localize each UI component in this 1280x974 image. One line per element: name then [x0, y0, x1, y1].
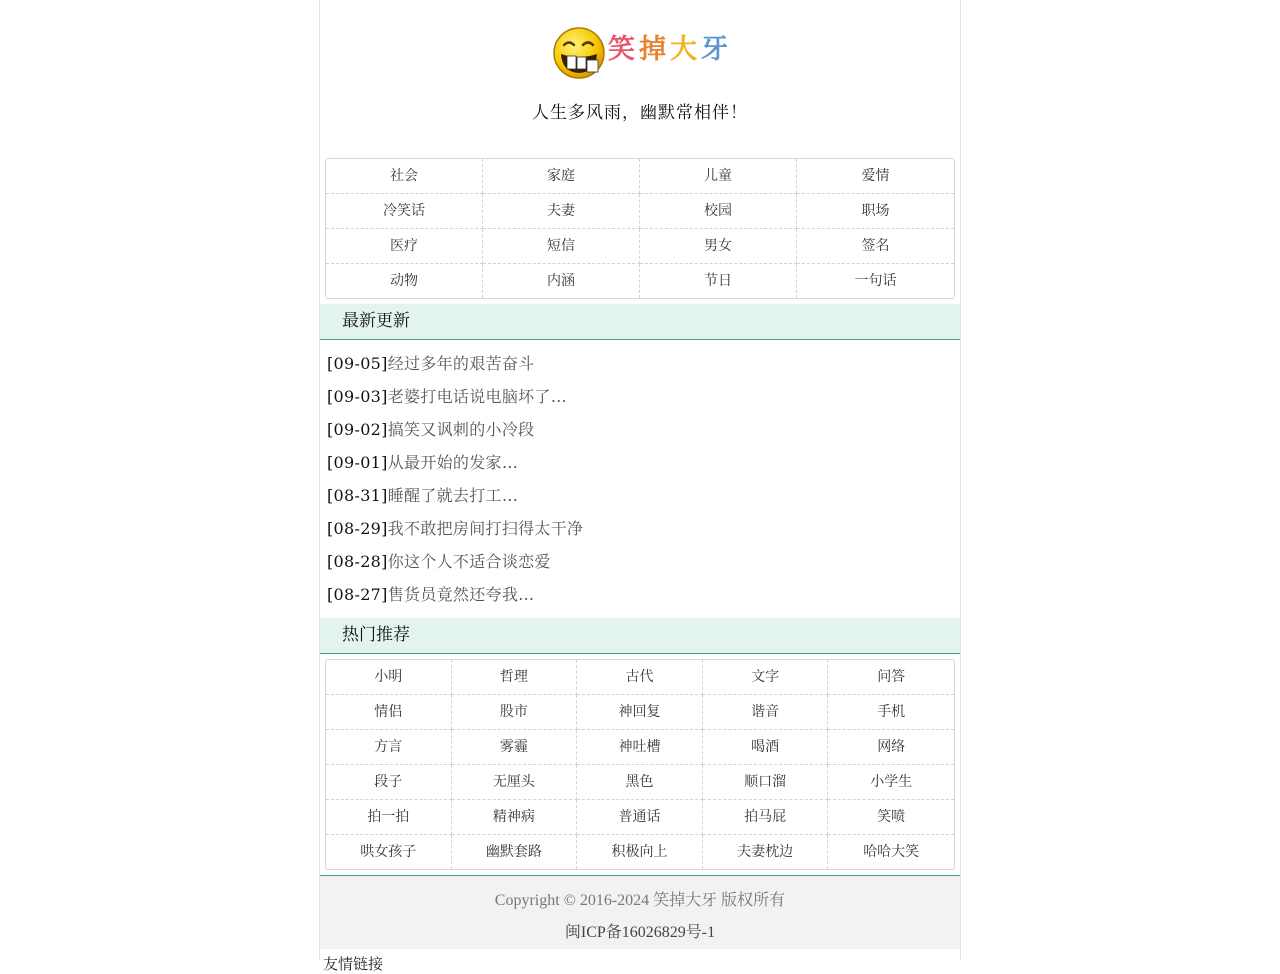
- list-item-date: [09-05]: [327, 354, 388, 373]
- list-item-date: [08-27]: [327, 585, 388, 604]
- hot-tag-link[interactable]: 拍马屁: [703, 800, 829, 835]
- site-header: [320, 0, 960, 150]
- latest-section-header: [320, 304, 960, 340]
- hot-tag-link[interactable]: 普通话: [577, 800, 703, 835]
- site-logo[interactable]: [552, 24, 732, 82]
- list-item[interactable]: [327, 446, 953, 479]
- list-item-title-link[interactable]: 老婆打电话说电脑坏了…: [387, 387, 568, 406]
- copyright-text: Copyright © 2016-2024 笑掉大牙 版权所有: [494, 892, 786, 909]
- latest-section-title: 最新更新: [342, 311, 410, 331]
- hot-tag-link[interactable]: 谐音: [703, 695, 829, 730]
- hot-tag-link[interactable]: 夫妻枕边: [703, 835, 829, 869]
- list-item[interactable]: [327, 413, 953, 446]
- hot-tag-link[interactable]: 哈哈大笑: [863, 844, 920, 860]
- category-link[interactable]: 社会: [326, 159, 483, 194]
- list-item-date: [08-31]: [327, 486, 388, 505]
- category-link[interactable]: 校园: [640, 194, 797, 229]
- hot-tag-link[interactable]: 小明: [326, 660, 452, 695]
- category-link[interactable]: 儿童: [640, 159, 797, 194]
- category-link[interactable]: 职场: [797, 194, 954, 229]
- category-link[interactable]: 动物: [326, 264, 483, 298]
- category-link[interactable]: 爱情: [797, 159, 954, 194]
- logo-char-2: 掉: [639, 34, 666, 65]
- list-item[interactable]: [327, 479, 953, 512]
- site-slogan: 人生多风雨，幽默常相伴！: [532, 103, 748, 123]
- list-item[interactable]: [327, 578, 953, 611]
- list-item-title-link[interactable]: 搞笑又讽刺的小冷段: [387, 420, 535, 439]
- category-link[interactable]: 医疗: [326, 229, 483, 264]
- list-item-date: [09-03]: [327, 387, 388, 406]
- hot-tag-link[interactable]: 哄女孩子: [326, 835, 452, 869]
- hot-tag-link[interactable]: 小学生: [828, 765, 954, 800]
- hot-tag-link[interactable]: 网络: [828, 730, 954, 765]
- icp-link[interactable]: 闽ICP备16026829号-1: [564, 924, 716, 941]
- page-container: [319, 0, 961, 973]
- grinning-face-icon: [552, 26, 606, 80]
- category-link[interactable]: 签名: [797, 229, 954, 264]
- list-item-date: [08-29]: [327, 519, 388, 538]
- hot-tag-link[interactable]: 精神病: [452, 800, 578, 835]
- category-link[interactable]: 男女: [640, 229, 797, 264]
- hot-tag-link[interactable]: 神吐槽: [577, 730, 703, 765]
- category-link[interactable]: 家庭: [483, 159, 640, 194]
- list-item-title-link[interactable]: 你这个人不适合谈恋爱: [387, 552, 551, 571]
- hot-tag-link[interactable]: 幽默套路: [452, 835, 578, 869]
- hot-tag-link[interactable]: 问答: [828, 660, 954, 695]
- hot-tag-link[interactable]: 哲理: [452, 660, 578, 695]
- hot-section-title: 热门推荐: [342, 625, 410, 645]
- list-item-title-link[interactable]: 睡醒了就去打工…: [387, 486, 519, 505]
- hot-tag-link[interactable]: 拍一拍: [326, 800, 452, 835]
- hot-tag-link[interactable]: 顺口溜: [703, 765, 829, 800]
- hot-tag-link[interactable]: 积极向上: [577, 835, 703, 869]
- list-item[interactable]: [327, 347, 953, 380]
- logo-char-3: 大: [670, 34, 697, 65]
- hot-tag-link[interactable]: 黑色: [577, 765, 703, 800]
- hot-tag-link[interactable]: 神回复: [577, 695, 703, 730]
- list-item[interactable]: [327, 380, 953, 413]
- list-item-date: [09-01]: [327, 453, 388, 472]
- list-item[interactable]: [327, 512, 953, 545]
- hot-tag-link[interactable]: 雾霾: [452, 730, 578, 765]
- category-link[interactable]: 节日: [640, 264, 797, 298]
- category-nav-grid: [325, 158, 955, 299]
- hot-tag-link[interactable]: 情侣: [326, 695, 452, 730]
- category-link[interactable]: 冷笑话: [326, 194, 483, 229]
- list-item[interactable]: [327, 545, 953, 578]
- category-link[interactable]: 一句话: [854, 273, 897, 289]
- list-item-title-link[interactable]: 经过多年的艰苦奋斗: [387, 354, 535, 373]
- list-item-title-link[interactable]: 从最开始的发家…: [387, 453, 519, 472]
- hot-tag-link[interactable]: 方言: [326, 730, 452, 765]
- hot-tag-link[interactable]: 股市: [452, 695, 578, 730]
- friend-links-heading: 友情链接: [323, 957, 384, 973]
- hot-tag-link[interactable]: 喝酒: [703, 730, 829, 765]
- category-link[interactable]: 内涵: [483, 264, 640, 298]
- hot-tag-link[interactable]: 文字: [703, 660, 829, 695]
- hot-tag-link[interactable]: 古代: [577, 660, 703, 695]
- latest-list: [327, 347, 953, 611]
- list-item-date: [09-02]: [327, 420, 388, 439]
- hot-tag-link[interactable]: 无厘头: [452, 765, 578, 800]
- hot-tag-link[interactable]: 段子: [326, 765, 452, 800]
- hot-tag-link[interactable]: 笑喷: [828, 800, 954, 835]
- hot-tag-link[interactable]: 手机: [828, 695, 954, 730]
- hot-section-header: [320, 618, 960, 654]
- logo-char-1: 笑: [608, 34, 635, 65]
- site-footer: [320, 875, 960, 949]
- hot-tag-grid: [325, 659, 955, 870]
- list-item-date: [08-28]: [327, 552, 388, 571]
- category-link[interactable]: 短信: [483, 229, 640, 264]
- list-item-title-link[interactable]: 我不敢把房间打扫得太干净: [387, 519, 584, 538]
- list-item-title-link[interactable]: 售货员竟然还夸我…: [387, 585, 535, 604]
- logo-char-4: 牙: [701, 34, 728, 65]
- category-link[interactable]: 夫妻: [483, 194, 640, 229]
